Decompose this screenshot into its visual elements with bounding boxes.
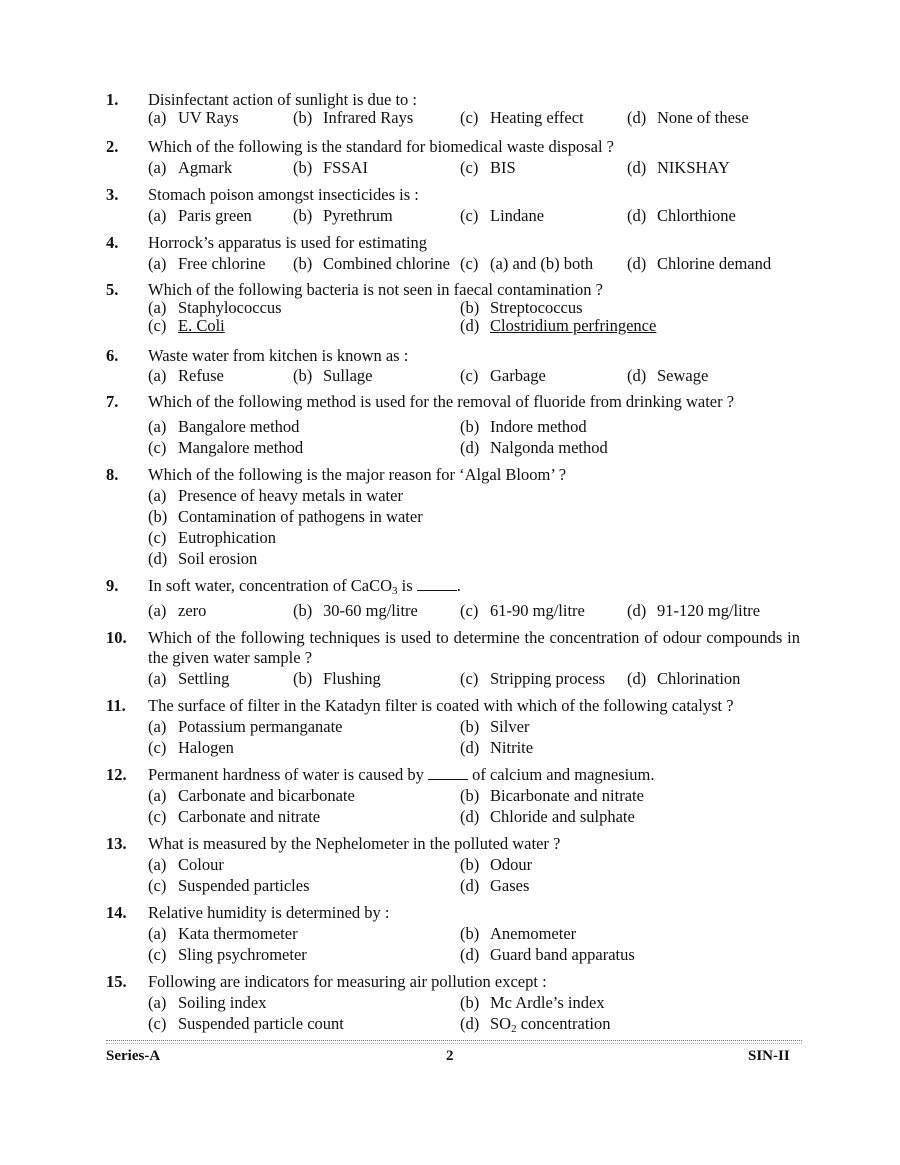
option-a: (a) Presence of heavy metals in water bbox=[148, 486, 403, 505]
option-d: (d) Nalgonda method bbox=[460, 438, 608, 457]
question-number: 10. bbox=[106, 628, 127, 647]
question-text: The surface of filter in the Katadyn filter is coated with which of the following catalyst ? bbox=[148, 696, 734, 715]
option-c: (c) 61-90 mg/litre bbox=[460, 601, 585, 620]
option-d: (d) Chloride and sulphate bbox=[460, 807, 635, 826]
option-a: (a) UV Rays bbox=[148, 108, 239, 127]
question-number: 4. bbox=[106, 233, 119, 252]
option-a: (a) Kata thermometer bbox=[148, 924, 298, 943]
option-d: (d) $SO_2$ concentration bbox=[460, 1014, 611, 1035]
option-c: (c) E. Coli bbox=[148, 316, 225, 335]
option-c: (c) (a) and (b) both bbox=[460, 254, 594, 273]
question-text: Permanent hardness of water is caused by of calcium and magnesium. bbox=[148, 765, 655, 784]
question-number: 13. bbox=[106, 834, 127, 853]
question-number: 14. bbox=[106, 903, 127, 922]
option-c: (c) Lindane bbox=[460, 206, 545, 225]
option-b: (b) Silver bbox=[460, 717, 530, 736]
option-c: (c) Garbage bbox=[460, 366, 546, 385]
option-c: (c) Suspended particles bbox=[148, 876, 310, 895]
footer-divider-secondary bbox=[106, 1043, 802, 1044]
question-number: 3. bbox=[106, 185, 119, 204]
footer-code: SIN-II bbox=[748, 1048, 790, 1064]
option-a: (a) Free chlorine bbox=[148, 254, 266, 273]
option-b: (b) Contamination of pathogens in water bbox=[148, 507, 423, 526]
question-text: In soft water, concentration of CaCO$_3$ is . bbox=[148, 576, 461, 597]
option-b: (b) Streptococcus bbox=[460, 298, 583, 317]
question-text: Which of the following is the major reason for ‘Algal Bloom’ ? bbox=[148, 465, 567, 484]
question-text: Which of the following bacteria is not seen in faecal contamination ? bbox=[148, 280, 603, 299]
option-c: (c) Suspended particle count bbox=[148, 1014, 344, 1033]
question-text: Waste water from kitchen is known as : bbox=[148, 346, 409, 365]
option-c: (c) Heating effect bbox=[460, 108, 584, 127]
question-text: Which of the following is the standard for biomedical waste disposal ? bbox=[148, 137, 615, 156]
option-b: (b) Anemometer bbox=[460, 924, 577, 943]
question-text: Disinfectant action of sunlight is due to : bbox=[148, 90, 417, 109]
option-d: (d) NIKSHAY bbox=[627, 158, 730, 177]
question-number: 11. bbox=[106, 696, 126, 715]
option-b: (b) Sullage bbox=[293, 366, 373, 385]
question-number: 9. bbox=[106, 576, 119, 595]
footer-divider bbox=[106, 1040, 802, 1041]
option-a: (a) Staphylococcus bbox=[148, 298, 282, 317]
option-c: (c) Eutrophication bbox=[148, 528, 277, 547]
question-number: 6. bbox=[106, 346, 119, 365]
option-d: (d) 91-120 mg/litre bbox=[627, 601, 761, 620]
option-c: (c) Mangalore method bbox=[148, 438, 304, 457]
option-b: (b) Flushing bbox=[293, 669, 381, 688]
option-d: (d) Chlorthione bbox=[627, 206, 736, 225]
question-text: Relative humidity is determined by : bbox=[148, 903, 390, 922]
footer-page-number: 2 bbox=[446, 1048, 454, 1064]
question-text: Stomach poison amongst insecticides is : bbox=[148, 185, 419, 204]
question-number: 5. bbox=[106, 280, 119, 299]
option-b: (b) Combined chlorine bbox=[293, 254, 450, 273]
option-c: (c) BIS bbox=[460, 158, 516, 177]
question-number: 2. bbox=[106, 137, 119, 156]
answer-blank bbox=[417, 576, 457, 591]
option-d: (d) Soil erosion bbox=[148, 549, 258, 568]
option-b: (b) Odour bbox=[460, 855, 533, 874]
option-c: (c) Sling psychrometer bbox=[148, 945, 307, 964]
option-b: (b) Infrared Rays bbox=[293, 108, 414, 127]
footer-series: Series-A bbox=[106, 1048, 161, 1064]
option-a: (a) Paris green bbox=[148, 206, 252, 225]
option-b: (b) 30-60 mg/litre bbox=[293, 601, 418, 620]
question-number: 12. bbox=[106, 765, 127, 784]
option-d: (d) Gases bbox=[460, 876, 530, 895]
option-a: (a) Potassium permanganate bbox=[148, 717, 343, 736]
question-number: 7. bbox=[106, 392, 119, 411]
option-a: (a) zero bbox=[148, 601, 207, 620]
option-c: (c) Stripping process bbox=[460, 669, 606, 688]
option-a: (a) Bangalore method bbox=[148, 417, 300, 436]
option-b: (b) Indore method bbox=[460, 417, 587, 436]
question-text: What is measured by the Nephelometer in the polluted water ? bbox=[148, 834, 561, 853]
option-a: (a) Settling bbox=[148, 669, 230, 688]
option-d: (d) Sewage bbox=[627, 366, 709, 385]
option-d: (d) None of these bbox=[627, 108, 749, 127]
answer-blank bbox=[428, 765, 468, 780]
option-b: (b) FSSAI bbox=[293, 158, 368, 177]
option-a: (a) Colour bbox=[148, 855, 224, 874]
option-a: (a) Carbonate and bicarbonate bbox=[148, 786, 355, 805]
question-text: Horrock’s apparatus is used for estimating bbox=[148, 233, 428, 252]
option-d: (d) Nitrite bbox=[460, 738, 534, 757]
option-c: (c) Carbonate and nitrate bbox=[148, 807, 321, 826]
option-d: (d) Chlorine demand bbox=[627, 254, 772, 273]
option-b: (b) Pyrethrum bbox=[293, 206, 393, 225]
question-text: Following are indicators for measuring air pollution except : bbox=[148, 972, 547, 991]
question-number: 1. bbox=[106, 90, 119, 109]
option-d: (d) Chlorination bbox=[627, 669, 741, 688]
option-a: (a) Agmark bbox=[148, 158, 233, 177]
option-c: (c) Halogen bbox=[148, 738, 234, 757]
option-d: (d) Clostridium perfringence bbox=[460, 316, 657, 335]
option-b: (b) Bicarbonate and nitrate bbox=[460, 786, 644, 805]
option-a: (a) Soiling index bbox=[148, 993, 267, 1012]
option-d: (d) Guard band apparatus bbox=[460, 945, 635, 964]
question-text: Which of the following techniques is used to determine the concentration of odour compounds in the given water sample ? bbox=[148, 628, 800, 667]
question-number: 8. bbox=[106, 465, 119, 484]
option-a: (a) Refuse bbox=[148, 366, 224, 385]
option-b: (b) Mc Ardle’s index bbox=[460, 993, 605, 1012]
question-text: Which of the following method is used for the removal of fluoride from drinking water ? bbox=[148, 392, 735, 411]
question-number: 15. bbox=[106, 972, 127, 991]
